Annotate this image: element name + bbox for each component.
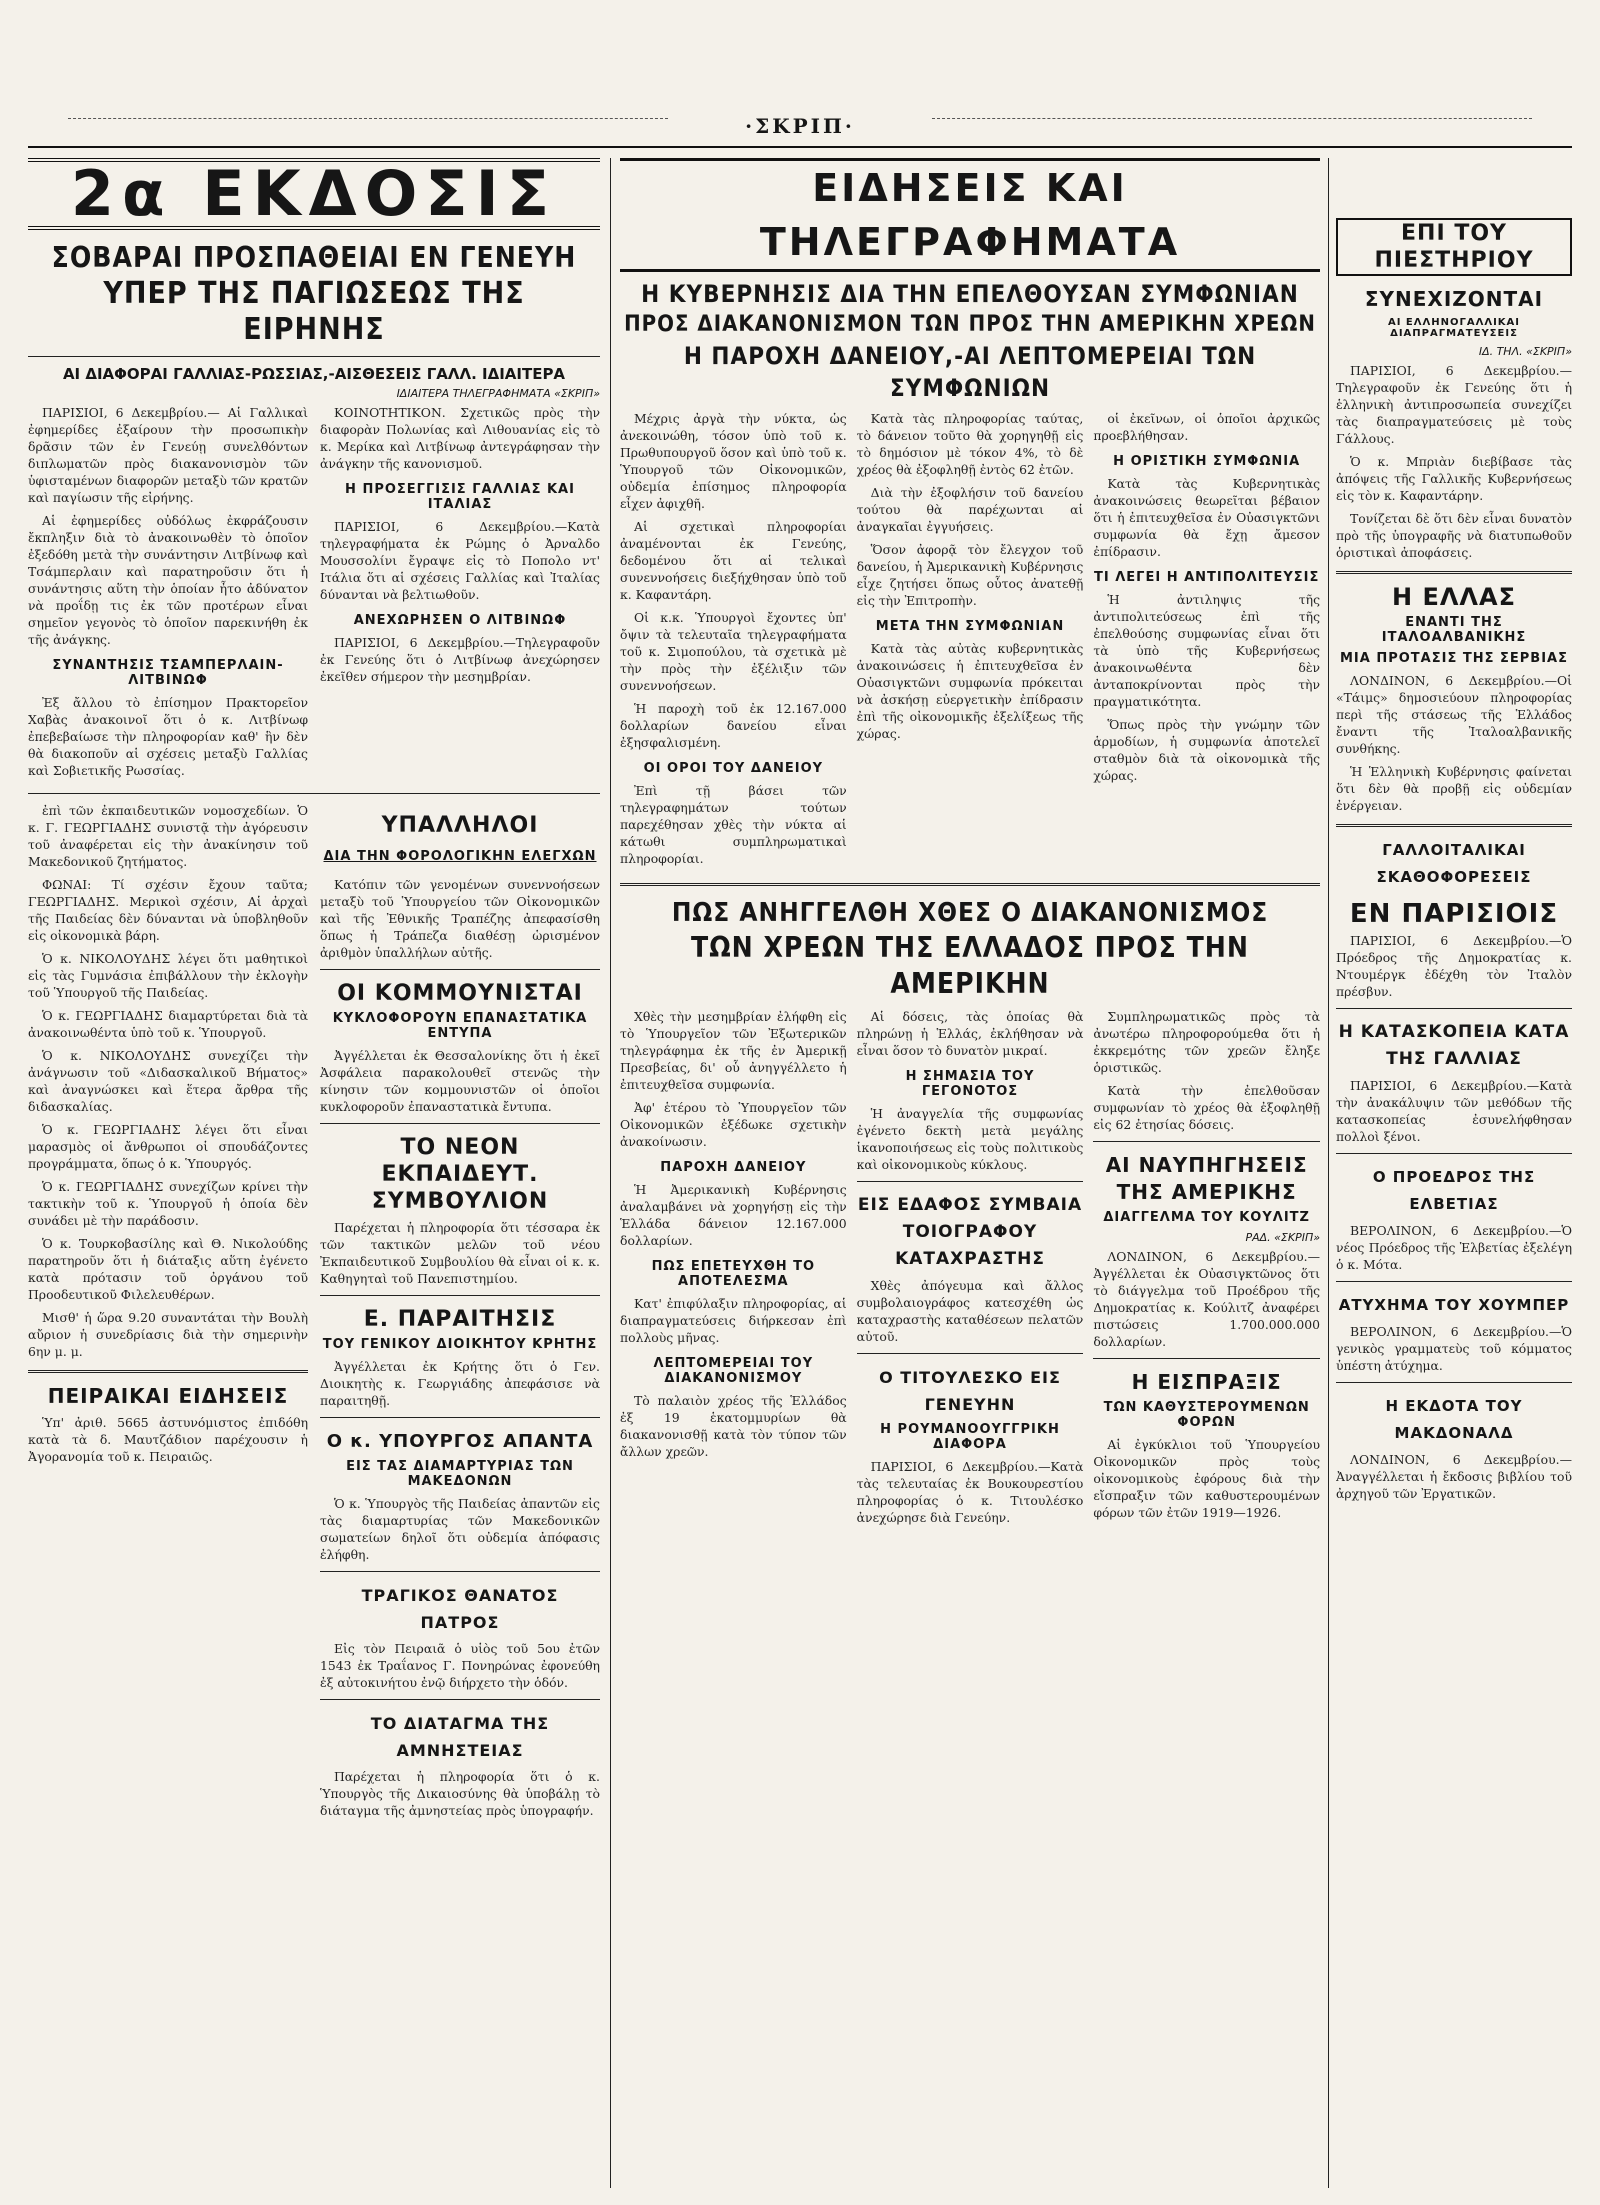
headline: ΠΩΣ ΑΝΗΓΓΕΛΘΗ ΧΘΕΣ Ο ΔΙΑΚΑΝΟΝΙΣΜΟΣ bbox=[671, 898, 1269, 928]
divider bbox=[1093, 1358, 1320, 1359]
newspaper-page bbox=[28, 18, 1572, 2188]
paragraph: Ὁ κ. Τουρκοβασίλης καὶ Θ. Νικολούδης παρατηροῦν ὅτι ἡ διάταξις αὕτη ἐγένετο κατὰ πρότασιν τοῦ ὀργάνου τοῦ Προοδευτικοῦ Φιλελευθέρων. bbox=[28, 1236, 308, 1302]
paragraph: Κατὰ τὰς Κυβερνητικὰς ἀνακοινώσεις θεωρεῖται βέβαιον ὅτι ἡ ἐπιτευχθεῖσα ἐν Οὐασιγκτῶνι συμφωνία θὰ ἔχῃ ἄμεσον ἐπίδρασιν. bbox=[1093, 476, 1320, 559]
paragraph: Ἡ Ἑλληνικὴ Κυβέρνησις φαίνεται ὅτι δὲν θὰ προβῇ εἰς οὐδεμίαν ἐνέργειαν. bbox=[1336, 764, 1572, 813]
paragraph: Ὁ κ. ΝΙΚΟΛΟΥΔΗΣ συνεχίζει τὴν ἀνάγνωσιν τοῦ «Διδασκαλικοῦ Βήματος» καὶ ἀναγνώσκει καὶ ἕτερα ἄρθρα τῆς διδασκαλίας. bbox=[28, 1048, 308, 1114]
paragraph: Χθὲς ἀπόγευμα καὶ ἄλλος συμβολαιογράφος κατεσχέθη ὡς καταχραστὴς καταθέσεων πελατῶν αὐτοῦ. bbox=[856, 1278, 1084, 1344]
paragraph: Ἀγγέλλεται ἐκ Θεσσαλονίκης ὅτι ἡ ἐκεῖ Ἀσφάλεια παρακολουθεῖ στενῶς τὴν κίνησιν τῶν κομμουνιστῶν οἱ ὁποῖοι κυκλοφοροῦν ἐπαναστατικὰ ἔντυπα. bbox=[320, 1048, 600, 1114]
paragraph: Κατόπιν τῶν γενομένων συνεννοήσεων μεταξὺ τοῦ Ὑπουργείου τῶν Οἰκονομικῶν καὶ τῆς Ἐθνικῆς Τραπέζης ἀπεφασίσθη ὅπως ἡ Τράπεζα διαθέσῃ ὡρισμένον ἀριθμὸν ὑπαλλήλων αὐτῆς. bbox=[320, 877, 600, 960]
article-headline: ΟΙ ΚΟΜΜΟΥΝΙΣΤΑΙ bbox=[337, 981, 583, 1006]
article-headline: ΥΠΑΛΛΗΛΟΙ bbox=[381, 813, 539, 838]
paragraph: ΠΑΡΙΣΙΟΙ, 6 Δεκεμβρίου.—Κατὰ τὴν ἀνακάλυψιν τῶν μεθόδων τῆς κατασκοπείας ἐσυνελήφθησαν πολλοὶ ξένοι. bbox=[1336, 1078, 1572, 1144]
paragraph: ΛΟΝΔΙΝΟΝ, 6 Δεκεμβρίου.—Οἱ «Τάιμς» δημοσιεύουν πληροφορίας περὶ τῆς στάσεως τῆς Ἑλλάδος ἔναντι τῆς Ἰταλοαλβανικῆς συνθήκης. bbox=[1336, 673, 1572, 756]
section-title: ΕΠΙ ΤΟΥ ΠΙΕΣΤΗΡΙΟΥ bbox=[1336, 218, 1572, 276]
divider bbox=[1336, 1008, 1572, 1009]
article-headline: ΤΡΑΓΙΚΟΣ ΘΑΝΑΤΟΣ ΠΑΤΡΟΣ bbox=[361, 1586, 559, 1632]
article-column bbox=[620, 1008, 847, 1532]
paragraph: Αἱ δόσεις, τὰς ὁποίας θὰ πληρώνῃ ἡ Ἑλλάς, ἐκλήθησαν νὰ εἶναι ὅσον τὸ δυνατὸν μικραί. bbox=[856, 1009, 1084, 1058]
divider bbox=[320, 1571, 600, 1572]
paragraph: ΠΑΡΙΣΙΟΙ, 6 Δεκεμβρίου.—Τηλεγραφοῦν ἐκ Γενεύης ὅτι ὁ Λιτβίνωφ ἀνεχώρησεν ἐκεῖθεν σήμερον τὴν μεσημβρίαν. bbox=[320, 635, 600, 684]
article-subheadline: ΜΙΑ ΠΡΟΤΑΣΙΣ ΤΗΣ ΣΕΡΒΙΑΣ bbox=[1339, 651, 1568, 666]
divider bbox=[28, 1370, 308, 1373]
article-headline: Η ΕΙΣΠΡΑΞΙΣ bbox=[1131, 1370, 1282, 1394]
paragraph: Εἰς τὸν Πειραιᾶ ὁ υἱὸς τοῦ 5ου ἐτῶν 1543 ἐκ Τραΐανος Γ. Πονηρώνας ἐφονεύθη ἐξ αὐτοκινήτου ἐνῷ διήρχετο τὴν ὁδόν. bbox=[320, 1641, 600, 1690]
article-headline: ΑΤΥΧΗΜΑ ΤΟΥ ΧΟΥΜΠΕΡ bbox=[1338, 1296, 1570, 1314]
paragraph: Ὁ κ. ΓΕΩΡΓΙΑΔΗΣ συνεχίζων κρίνει τὴν τακτικὴν τοῦ κ. Ὑπουργοῦ ἡ ὁποία δὲν συνάδει μὲ τὴν παράδοσιν. bbox=[28, 1179, 308, 1228]
article-headline: Ε. ΠΑΡΑΙΤΗΣΙΣ bbox=[363, 1307, 557, 1332]
headline: Η ΚΥΒΕΡΝΗΣΙΣ ΔΙΑ ΤΗΝ ΕΠΕΛΘΟΥΣΑΝ ΣΥΜΦΩΝΙΑΝ bbox=[641, 280, 1299, 308]
divider bbox=[320, 1123, 600, 1124]
paragraph: ΦΩΝΑΙ: Τί σχέσιν ἔχουν ταῦτα; ΓΕΩΡΓΙΑΔΗΣ. Μερικοὶ σχέσιν, Αἱ ἀρχαὶ τῆς Παιδείας δὲν δύνανται νὰ ὑποβληθοῦν εἰς οἰκονομικὰ βάρη. bbox=[28, 877, 308, 943]
masthead-divider bbox=[28, 146, 1572, 148]
article-columns bbox=[620, 1008, 1320, 1532]
paragraph: Μισθ' ἡ ὥρα 9.20 συναντάται τὴν Βουλὴ αὔριον ἡ συνεδρίασις διὰ τὴν σημερινὴν 6ην μ. μ. bbox=[28, 1310, 308, 1359]
divider bbox=[1336, 1153, 1572, 1154]
divider bbox=[1336, 1382, 1572, 1383]
left-column bbox=[28, 158, 600, 2188]
edition-title: 2α ΕΚΔΟΣΙΣ bbox=[28, 158, 600, 230]
article-subheadline: ΑΙ ΕΛΛΗΝΟΓΑΛΛΙΚΑΙ ΔΙΑΠΡΑΓΜΑΤΕΥΣΕΙΣ bbox=[1387, 317, 1520, 339]
divider bbox=[320, 1417, 600, 1418]
article-subheadline: ΤΟΥ ΓΕΝΙΚΟΥ ΔΙΟΙΚΗΤΟΥ ΚΡΗΤΗΣ bbox=[322, 1337, 598, 1352]
wire-credit: ΙΔΙΑΙΤΕΡΑ ΤΗΛΕΓΡΑΦΗΜΑΤΑ «ΣΚΡΙΠ» bbox=[396, 387, 600, 400]
headline: ΤΩΝ ΧΡΕΩΝ ΤΗΣ ΕΛΛΑΔΟΣ ΠΡΟΣ ΤΗΝ ΑΜΕΡΙΚΗΝ bbox=[691, 931, 1249, 1000]
paragraph: Ὅσον ἀφορᾷ τὸν ἔλεγχον τοῦ δανείου, ἡ Ἀμερικανικὴ Κυβέρνησις εἶχε ζητήσει ὅπως οὗτος ἀνατεθῇ εἰς τὴν Ἐπιτροπὴν. bbox=[856, 542, 1084, 608]
article-headline: ΤΟ ΔΙΑΤΑΓΜΑ ΤΗΣ ΑΜΝΗΣΤΕΙΑΣ bbox=[370, 1714, 550, 1760]
paragraph: Ἀγγέλλεται ἐκ Κρήτης ὅτι ὁ Γεν. Διοικητὴς κ. Γεωργιάδης ἀπεφάσισε νὰ παραιτηθῇ. bbox=[320, 1359, 600, 1408]
paragraph: Οἱ κ.κ. Ὑπουργοὶ ἔχοντες ὑπ' ὄψιν τὰ τελευταῖα τηλεγραφήματα τοῦ κ. Σιμοπούλου, τὰ σχετικὰ μὲ τὴν πρὸς τὴν ἐξέλιξιν τῶν συνεννοήσεων. bbox=[620, 610, 847, 693]
paragraph: Ὑπ' ἀριθ. 5665 ἀστυνόμιστος ἐπιδόθη κατὰ τὰ δ. Μαυτζάδιον παρέχουσιν ἡ Ἀγορανομία τοῦ κ. Πειραιῶς. bbox=[28, 1415, 308, 1464]
paragraph: ΛΟΝΔΙΝΟΝ, 6 Δεκεμβρίου.—Ἀγγέλλεται ἐκ Οὐασιγκτῶνος ὅτι τὸ διάγγελμα τοῦ Προέδρου τῆς Δημοκρατίας κ. Κούλιτζ ἀναφέρει πιστώσεις 1.700.000.000 δολλαρίων. bbox=[1093, 1249, 1320, 1349]
wire-credit: ΙΔ. ΤΗΛ. «ΣΚΡΙΠ» bbox=[1478, 345, 1572, 358]
paragraph: Διὰ τὴν ἐξοφλήσιν τοῦ δανείου τούτου θὰ παρέχωνται αἱ ἀναγκαῖαι ἐγγυήσεις. bbox=[856, 485, 1084, 534]
headline: ΠΡΟΣ ΔΙΑΚΑΝΟΝΙΣΜΟΝ ΤΩΝ ΠΡΟΣ ΤΗΝ ΑΜΕΡΙΚΗΝ ΧΡΕΩΝ bbox=[624, 312, 1316, 337]
divider bbox=[1093, 1141, 1320, 1142]
center-section bbox=[620, 158, 1320, 2188]
subheadline: ΠΑΡΟΧΗ ΔΑΝΕΙΟΥ bbox=[660, 1160, 807, 1175]
subheadline: Η ΣΗΜΑΣΙΑ ΤΟΥ ΓΕΓΟΝΟΤΟΣ bbox=[905, 1069, 1035, 1099]
paragraph: ΠΑΡΙΣΙΟΙ, 6 Δεκεμβρίου.—Κατὰ τὰς τελευταίας ἐκ Βουκουρεστίου πληροφορίας ὁ κ. Τιτουλέσκο ἀνεχώρησε διὰ Γενεύην. bbox=[856, 1459, 1084, 1525]
divider bbox=[28, 356, 600, 357]
subheadline: ΑΙ ΔΙΑΦΟΡΑΙ ΓΑΛΛΙΑΣ-ΡΩΣΣΙΑΣ,-ΑΙΣΘΕΣΕΙΣ ΓΑΛΛ. ΙΔΙΑΙΤΕΡΑ bbox=[62, 365, 566, 383]
subheadline: ΣΥΝΑΝΤΗΣΙΣ ΤΣΑΜΠΕΡΛΑΙΝ-ΛΙΤΒΙΝΩΦ bbox=[52, 658, 284, 688]
subheadline: ΤΙ ΛΕΓΕΙ Η ΑΝΤΙΠΟΛΙΤΕΥΣΙΣ bbox=[1094, 570, 1320, 585]
subheadline: Η ΠΡΟΣΕΓΓΙΣΙΣ ΓΑΛΛΙΑΣ ΚΑΙ ΙΤΑΛΙΑΣ bbox=[345, 482, 575, 512]
paragraph: Ἐπὶ τῇ βάσει τῶν τηλεγραφημάτων τούτων παρεχέθησαν χθὲς τὴν νύκτα αἱ κάτωθι συμπληρωματικαὶ πληροφορίαι. bbox=[620, 783, 847, 866]
subheadline: ΟΙ ΟΡΟΙ ΤΟΥ ΔΑΝΕΙΟΥ bbox=[643, 761, 824, 776]
paragraph: ΒΕΡΟΛΙΝΟΝ, 6 Δεκεμβρίου.—Ὁ γενικὸς γραμματεὺς τοῦ κόμματος ὑπέστη ἀτύχημα. bbox=[1336, 1324, 1572, 1373]
divider bbox=[1336, 571, 1572, 574]
paragraph: ΠΑΡΙΣΙΟΙ, 6 Δεκεμβρίου.—Τηλεγραφοῦν ἐκ Γενεύης ὅτι ἡ ἑλληνικὴ ἀντιπροσωπεία συνεχίζει τὰς διαπραγματεύσεις μὲ τοὺς Γάλλους. bbox=[1336, 363, 1572, 446]
subheadline: Η ΟΡΙΣΤΙΚΗ ΣΥΜΦΩΝΙΑ bbox=[1113, 454, 1301, 469]
article-headline: ΣΥΝΕΧΙΖΟΝΤΑΙ bbox=[1364, 287, 1544, 311]
divider bbox=[1336, 824, 1572, 827]
paragraph: Παρέχεται ἡ πληροφορία ὅτι ὁ κ. Ὑπουργὸς τῆς Δικαιοσύνης θὰ ὑποβάλῃ τὸ διάταγμα τῆς ἀμνηστείας πρὸς ὑπογραφήν. bbox=[320, 1769, 600, 1818]
article-subheadline: Η ΡΟΥΜΑΝΟΟΥΓΓΡΙΚΗ ΔΙΑΦΟΡΑ bbox=[880, 1422, 1060, 1452]
paragraph: Ἡ ἀντιληψις τῆς ἀντιπολιτεύσεως ἐπὶ τῆς ἐπελθούσης συμφωνίας εἶναι ὅτι τὰ ὑπὸ τῆς Κυβερνήσεως ἀνακοινωθέντα δὲν ἀνταποκρίνονται πρὸς τὴν πραγματικότητα. bbox=[1093, 592, 1320, 709]
article-subheadline: ΔΙΑ ΤΗΝ ΦΟΡΟΛΟΓΙΚΗΝ ΕΛΕΓΧΩΝ bbox=[323, 849, 597, 864]
article-two-col bbox=[28, 404, 600, 785]
paragraph: Ὁ κ. ΓΕΩΡΓΙΑΔΗΣ διαμαρτύρεται διὰ τὰ ἀνακοινωθέντα ὑπὸ τοῦ κ. Ὑπουργοῦ. bbox=[28, 1008, 308, 1040]
paragraph: ΛΟΝΔΙΝΟΝ, 6 Δεκεμβρίου.—Ἀναγγέλλεται ἡ ἔκδοσις βιβλίου τοῦ ἀρχηγοῦ τῶν Ἐργατικῶν. bbox=[1336, 1452, 1572, 1501]
divider bbox=[320, 1295, 600, 1296]
article-subheadline: ΚΥΚΛΟΦΟΡΟΥΝ ΕΠΑΝΑΣΤΑΤΙΚΑ ΕΝΤΥΠΑ bbox=[332, 1011, 588, 1041]
article-headline: ΑΙ ΝΑΥΠΗΓΗΣΕΙΣ ΤΗΣ ΑΜΕΡΙΚΗΣ bbox=[1105, 1153, 1308, 1204]
article-headline: Η ΚΑΤΑΣΚΟΠΕΙΑ ΚΑΤΑ ΤΗΣ ΓΑΛΛΙΑΣ bbox=[1338, 1022, 1570, 1069]
paragraph: Τὸ παλαιὸν χρέος τῆς Ἑλλάδος ἐξ 19 ἑκατομμυρίων θὰ διακανονισθῇ κατὰ τὸν τύπον τῶν ἄλλων χρεῶν. bbox=[620, 1393, 847, 1459]
paragraph: Ὁ κ. ΓΕΩΡΓΙΑΔΗΣ λέγει ὅτι εἶναι μαρασμὸς οἱ ἄνθρωποι οἱ σπουδάζοντες προγράμματα, ὅπως ὁ κ. Ὑπουργός. bbox=[28, 1122, 308, 1171]
headline: Η ΠΑΡΟΧΗ ΔΑΝΕΙΟΥ,-ΑΙ ΛΕΠΤΟΜΕΡΕΙΑΙ ΤΩΝ ΣΥΜΦΩΝΙΩΝ bbox=[683, 342, 1257, 402]
paragraph: Ὅπως πρὸς τὴν γνώμην τῶν ἁρμοδίων, ἡ συμφωνία ἀποτελεῖ σταθμὸν διὰ τὰ οἰκονομικὰ τῆς χώρας. bbox=[1093, 717, 1320, 783]
paragraph: Ἡ παροχὴ τοῦ ἐκ 12.167.000 δολλαρίων δανείου εἶναι ἐξησφαλισμένη. bbox=[620, 701, 847, 750]
article-column bbox=[320, 404, 600, 785]
paragraph: ἐπὶ τῶν ἐκπαιδευτικῶν νομοσχεδίων. Ὁ κ. Γ. ΓΕΩΡΓΙΑΔΗΣ συνιστᾷ τὴν ἀγόρευσιν τοῦ ἀναφέρεται εἰς τὴν ἀνακίνησιν τοῦ Μακεδονικοῦ ζητήματος. bbox=[28, 803, 308, 869]
news-briefs bbox=[320, 802, 600, 1825]
paragraph: Μέχρις ἀργὰ τὴν νύκτα, ὡς ἀνεκοινώθη, τόσον ὑπὸ τοῦ κ. Πρωθυπουργοῦ ὅσον καὶ ὑπὸ τοῦ κ. Ὑπουργοῦ τῶν Οἰκονομικῶν, οὐδεμία ἐπίσημος πληροφορία εἶχεν ἀφιχθῆ. bbox=[620, 411, 847, 511]
article-headline: ΠΕΙΡΑΙΚΑΙ ΕΙΔΗΣΕΙΣ bbox=[47, 1384, 289, 1408]
article-column bbox=[1093, 410, 1320, 873]
parliament-report bbox=[28, 802, 308, 1825]
article-column bbox=[857, 410, 1084, 873]
paragraph: Ὁ κ. ΝΙΚΟΛΟΥΔΗΣ λέγει ὅτι μαθητικοὶ εἰς τὰς Γυμνάσια ἐπιβάλλουν τὴν ἐκλογὴν τοῦ Ὑπουργοῦ τῆς Παιδείας. bbox=[28, 951, 308, 1000]
paragraph: ΠΑΡΙΣΙΟΙ, 6 Δεκεμβρίου.—Κατὰ τηλεγραφήματα ἐκ Ρώμης ὁ Ἀρναλδο Μουσσολίνι ἔγραψε εἰς τὸ Ποπολο ντ' Ιτάλια ὅτι αἱ σχέσεις Γαλλίας καὶ Ἰταλίας δύνανται νὰ βελτιωθοῦν. bbox=[320, 519, 600, 602]
paragraph: Χθὲς τὴν μεσημβρίαν ἐλήφθη εἰς τὸ Ὑπουργεῖον τῶν Ἐξωτερικῶν τηλεγράφημα ἐκ τῆς ἐν Ἀμερικῇ Πρεσβείας, δι' οὗ ἀνηγγέλλετο ἡ ἐπιτευχθεῖσα συμφωνία. bbox=[620, 1009, 847, 1092]
subheadline: ΛΕΠΤΟΜΕΡΕΙΑΙ ΤΟΥ ΔΙΑΚΑΝΟΝΙΣΜΟΥ bbox=[653, 1356, 814, 1386]
paragraph: Ὁ κ. Μπριὰν διεβίβασε τὰς ἀπόψεις τῆς Γαλλικῆς Κυβερνήσεως εἰς τὸν κ. Καφαντάρην. bbox=[1336, 454, 1572, 503]
paragraph: οἱ ἐκεῖνων, οἱ ὁποῖοι ἀρχικῶς προεβλήθησαν. bbox=[1093, 411, 1320, 443]
paragraph: Ἐξ ἄλλου τὸ ἐπίσημον Πρακτορεῖον Χαβὰς ἀνακοινοῖ ὅτι ὁ κ. Λιτβίνωφ ἐπεβεβαίωσε τὴν πληροφορίαν καθ' ἣν δὲν θὰ διακοποῦν αἱ σχέσεις μεταξὺ Γαλλίας καὶ Σοβιετικῆς Ρωσσίας. bbox=[28, 695, 308, 778]
paragraph: Αἱ ἐγκύκλιοι τοῦ Ὑπουργείου Οἰκονομικῶν πρὸς τοὺς οἰκονομικοὺς ἐφόρους διὰ τὴν εἴσπραξιν τῶν καθυστερουμένων φόρων τῶν ἐτῶν 1919—1926. bbox=[1093, 1437, 1320, 1520]
article-subheadline: ΕΙΣ ΤΑΣ ΔΙΑΜΑΡΤΥΡΙΑΣ ΤΩΝ ΜΑΚΕΔΟΝΩΝ bbox=[346, 1459, 574, 1489]
masthead-title: ·ΣΚΡΙΠ· bbox=[745, 114, 855, 138]
paragraph: Κατὰ τὴν ἐπελθοῦσαν συμφωνίαν τὸ χρέος θὰ ἐξοφληθῇ εἰς 62 ἐτησίας δόσεις. bbox=[1093, 1083, 1320, 1132]
paragraph: ΠΑΡΙΣΙΟΙ, 6 Δεκεμβρίου.— Αἱ Γαλλικαὶ ἐφημερίδες ἐξαίρουν τὴν προσωπικὴν δρᾶσιν τῶν ἐν Γενεύῃ συνελθόντων διπλωματῶν πρὸς διακανονισμὸν τῶν ὑφισταμένων διαφορῶν μεταξὺ τῶν κρατῶν καὶ παγίωσιν τῆς εἰρήνης. bbox=[28, 405, 308, 505]
article-subheadline: ΤΩΝ ΚΑΘΥΣΤΕΡΟΥΜΕΝΩΝ ΦΟΡΩΝ bbox=[1103, 1400, 1310, 1430]
article-headline: ΤΟ ΝΕΟΝ ΕΚΠΑΙΔΕΥΤ. ΣΥΜΒΟΥΛΙΟΝ bbox=[371, 1135, 549, 1214]
divider bbox=[857, 1353, 1084, 1354]
article-column bbox=[857, 1008, 1084, 1532]
article-column bbox=[620, 410, 847, 873]
article-subheadline: ΕΝΑΝΤΙ ΤΗΣ ΙΤΑΛΟΑΛΒΑΝΙΚΗΣ bbox=[1381, 615, 1527, 645]
headline: ΥΠΕΡ ΤΗΣ ΠΑΓΙΩΣΕΩΣ ΤΗΣ ΕΙΡΗΝΗΣ bbox=[103, 276, 525, 347]
right-column bbox=[1336, 158, 1572, 2188]
article-headline: Η ΕΛΛΑΣ bbox=[1392, 583, 1516, 611]
article-headline: ΓΑΛΛΟΙΤΑΛΙΚΑΙ ΣΚΑΘΟΦΟΡΕΣΕΙΣ bbox=[1376, 841, 1532, 886]
divider bbox=[620, 883, 1320, 886]
paragraph: Ἡ Ἀμερικανικὴ Κυβέρνησις ἀναλαμβάνει νὰ χορηγήσῃ εἰς τὴν Ἑλλάδα δάνειον 12.167.000 δολλαρίων. bbox=[620, 1182, 847, 1248]
divider bbox=[320, 969, 600, 970]
paragraph: Ὁ κ. Ὑπουργὸς τῆς Παιδείας ἀπαντῶν εἰς τὰς διαμαρτυρίας τῶν Μακεδονικῶν σωματείων δηλοῖ ὅτι οὐδεμία ἀπόφασις ἐλήφθη. bbox=[320, 1496, 600, 1562]
article-columns bbox=[620, 410, 1320, 873]
paragraph: Αἱ σχετικαὶ πληροφορίαι ἀναμένονται ἐκ Γενεύης, δεδομένου ὅτι αἱ τελικαὶ συνεννοήσεις διεξήχθησαν ὑπὸ τοῦ κ. Καφαντάρη. bbox=[620, 519, 847, 602]
paragraph: Ἡ ἀναγγελία τῆς συμφωνίας ἐγένετο δεκτὴ μετὰ μεγάλης ἱκανοποιήσεως εἰς τοὺς πολιτικοὺς καὶ οἰκονομικοὺς κύκλους. bbox=[856, 1106, 1084, 1172]
divider bbox=[1336, 1281, 1572, 1282]
article-headline: ΕΙΣ ΕΔΑΦΟΣ ΣΥΜΒΑΙΑ ΤΟΙΟΓΡΑΦΟΥ ΚΑΤΑΧΡΑΣΤΗΣ bbox=[857, 1195, 1083, 1269]
article-column bbox=[1093, 1008, 1320, 1532]
paragraph: ΒΕΡΟΛΙΝΟΝ, 6 Δεκεμβρίου.—Ὁ νέος Πρόεδρος τῆς Ἑλβετίας ἐξελέγη ὁ κ. Μότα. bbox=[1336, 1223, 1572, 1272]
paragraph: Κατὰ τὰς πληροφορίας ταύτας, τὸ δάνειον τοῦτο θὰ χορηγηθῇ εἰς τὸ δημόσιον μὲ τόκον 4%, τὸ δὲ χρέος θὰ ἐξοφληθῇ ἐντὸς 62 ἐτῶν. bbox=[856, 411, 1084, 477]
article-two-col bbox=[28, 802, 600, 1825]
article-headline: Ο ΠΡΟΕΔΡΟΣ ΤΗΣ ΕΛΒΕΤΙΑΣ bbox=[1372, 1168, 1536, 1213]
article-headline: Ο κ. ΥΠΟΥΡΓΟΣ ΑΠΑΝΤΑ bbox=[326, 1431, 594, 1452]
divider bbox=[857, 1181, 1084, 1182]
paragraph: Τονίζεται δὲ ὅτι δὲν εἶναι δυνατὸν πρὸ τῆς ὑπογραφῆς νὰ διατυπωθοῦν ὁριστικαὶ ἀποφάσεις. bbox=[1336, 511, 1572, 560]
subheadline: ΑΝΕΧΩΡΗΣΕΝ Ο ΛΙΤΒΙΝΩΦ bbox=[353, 613, 567, 628]
paragraph: ΠΑΡΙΣΙΟΙ, 6 Δεκεμβρίου.—Ὁ Πρόεδρος τῆς Δημοκρατίας κ. Ντουμέργκ ἐδέχθη τὸν Ἰταλὸν πρέσβυν. bbox=[1336, 933, 1572, 999]
paragraph: Παρέχεται ἡ πληροφορία ὅτι τέσσαρα ἐκ τῶν τακτικῶν μελῶν τοῦ νέου Ἐκπαιδευτικοῦ Συμβουλίου θὰ εἶναι οἱ κ. κ. Καθηγηταὶ τοῦ Πανεπιστημίου. bbox=[320, 1220, 600, 1286]
divider bbox=[320, 1699, 600, 1700]
paragraph: Κατὰ τὰς αὐτὰς κυβερνητικὰς ἀνακοινώσεις ἡ ἐπιτευχθεῖσα ἐν Οὐασιγκτῶνι συμφωνία πρόκειται νὰ ἀσκήσῃ εὐεργετικὴν ἐπίδρασιν ἐπὶ τῆς οἰκονομικῆς ἐξελίξεως τῆς χώρας. bbox=[856, 641, 1084, 741]
column-rule bbox=[1328, 158, 1329, 2188]
article-headline: Ο ΤΙΤΟΥΛΕΣΚΟ ΕΙΣ ΓΕΝΕΥΗΝ bbox=[879, 1368, 1061, 1414]
wire-credit: ΡΑΔ. «ΣΚΡΙΠ» bbox=[1245, 1231, 1320, 1244]
paragraph: Ἀφ' ἑτέρου τὸ Ὑπουργεῖον τῶν Οἰκονομικῶν ἐξέδωκε σχετικὴν ἀνακοίνωσιν. bbox=[620, 1100, 847, 1149]
paragraph: Κατ' ἐπιφύλαξιν πληροφορίας, αἱ διαπραγματεύσεις διήρκεσαν ἐπὶ πολλοὺς μῆνας. bbox=[620, 1296, 847, 1345]
headline: ΣΟΒΑΡΑΙ ΠΡΟΣΠΑΘΕΙΑΙ ΕΝ ΓΕΝΕΥΗ bbox=[51, 241, 577, 274]
article-subheadline: ΔΙΑΓΓΕΛΜΑ ΤΟΥ ΚΟΥΛΙΤΖ bbox=[1103, 1210, 1310, 1225]
subheadline: ΠΩΣ ΕΠΕΤΕΥΧΘΗ ΤΟ ΑΠΟΤΕΛΕΣΜΑ bbox=[651, 1259, 816, 1289]
article-column bbox=[28, 404, 308, 785]
paragraph: ΚΟΙΝΟΤΗΤΙΚΟΝ. Σχετικῶς πρὸς τὴν διαφορὰν Πολωνίας καὶ Λιθουανίας εἰς τὸ κ. Μερίκα καὶ Λιτβίνωφ ἀντεγράφησαν τὴν ἀνάγκην τῆς κανονισμοῦ. bbox=[320, 405, 600, 471]
article-headline: ΕΝ ΠΑΡΙΣΙΟΙΣ bbox=[1349, 899, 1559, 929]
subheadline: ΜΕΤΑ ΤΗΝ ΣΥΜΦΩΝΙΑΝ bbox=[875, 619, 1065, 634]
section-title: ΕΙΔΗΣΕΙΣ ΚΑΙ ΤΗΛΕΓΡΑΦΗΜΑΤΑ bbox=[620, 158, 1320, 272]
column-rule bbox=[610, 158, 611, 2188]
article-headline: Η ΕΚΔΟΤΑ ΤΟΥ ΜΑΚΔΟΝΑΛΔ bbox=[1385, 1397, 1523, 1442]
paragraph: Συμπληρωματικῶς πρὸς τὰ ἀνωτέρω πληροφορούμεθα ὅτι ἡ ἐκκρεμότης τῶν χρεῶν ἔληξε ὁριστικῶς. bbox=[1093, 1009, 1320, 1075]
paragraph: Αἱ ἐφημερίδες οὐδόλως ἐκφράζουσιν ἔκπληξιν διὰ τὸ ἀνακοινωθὲν τὸ ὁποῖον ἐξεδόθη μετὰ τὴν συνάντησιν Λιτβίνωφ καὶ Τσάμπερλαιν καὶ παρατηροῦσιν ὅτι ἡ συνάντησις αὕτη τὴν ὁποίαν ἦτο ἀδύνατον νὰ προΐδῃ τις ἐκ τῶν προτέρων εἶναι σημεῖον γεγονὸς τὸ ὁποῖον παρεκινήθη ἐκ τῆς ἀνάγκης. bbox=[28, 513, 308, 647]
divider bbox=[28, 793, 600, 794]
